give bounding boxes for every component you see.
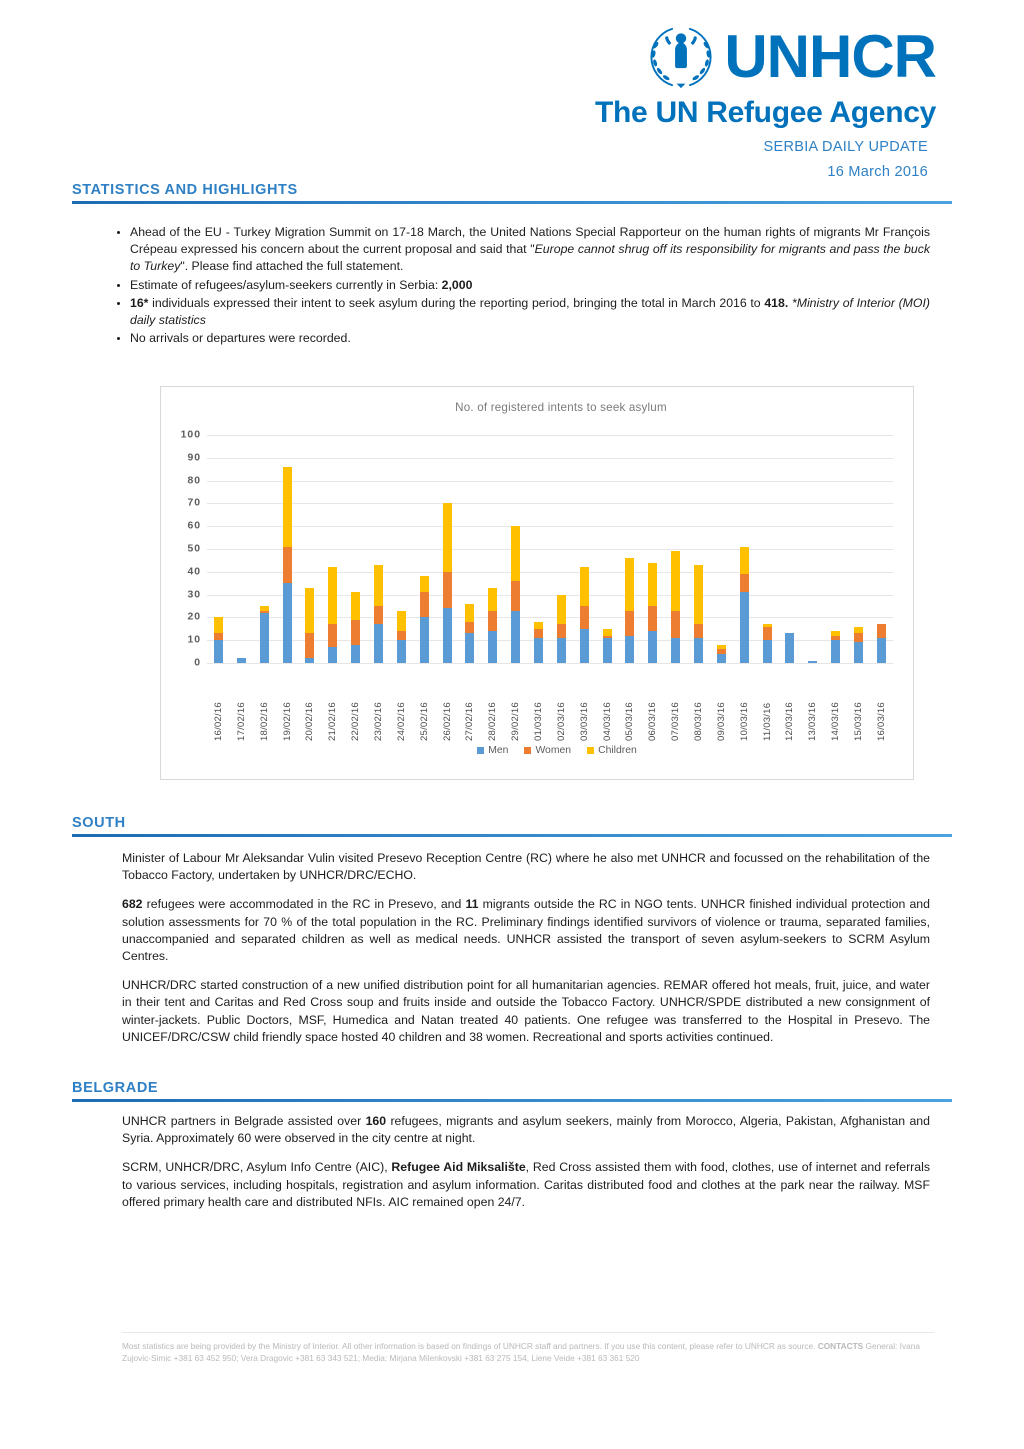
legend-swatch-icon xyxy=(524,747,531,754)
stacked-bar xyxy=(397,611,406,663)
bar-segment-children xyxy=(305,588,314,634)
belgrade-p1-text-b: refugees, migrants and asylum seekers, mainly from Morocco, Algeria, Pakistan, Afghanistan and Syria. Approximately 60 were observed in the city centre at night. xyxy=(122,1114,930,1146)
bar-slot xyxy=(618,435,641,663)
x-axis-tick: 11/03/16 xyxy=(761,702,773,741)
y-axis-tick: 40 xyxy=(187,566,201,578)
stacked-bar xyxy=(237,658,246,663)
bar-segment-men xyxy=(740,592,749,663)
bar-segment-men xyxy=(237,658,246,663)
x-axis-tick: 21/02/16 xyxy=(327,702,339,741)
y-axis-tick: 90 xyxy=(187,452,201,464)
x-label-slot xyxy=(230,667,253,741)
x-label-slot xyxy=(527,667,550,741)
bar-segment-men xyxy=(854,642,863,663)
legend-item-women[interactable] xyxy=(524,745,571,756)
page-title: SERBIA DAILY UPDATE xyxy=(763,139,928,155)
bar-segment-men xyxy=(260,613,269,663)
x-label-slot xyxy=(321,667,344,741)
legend-swatch-icon xyxy=(477,747,484,754)
stacked-bar xyxy=(763,624,772,663)
bar-segment-women xyxy=(694,624,703,638)
bar-segment-men xyxy=(877,638,886,663)
bar-segment-women xyxy=(283,547,292,583)
bar-segment-children xyxy=(648,563,657,606)
x-label-slot xyxy=(344,667,367,741)
bar-slot xyxy=(413,435,436,663)
bar-slot xyxy=(253,435,276,663)
x-label-slot xyxy=(550,667,573,741)
bar-segment-children xyxy=(511,526,520,581)
bar-segment-women xyxy=(374,606,383,624)
bar-segment-men xyxy=(443,608,452,663)
x-label-slot xyxy=(801,667,824,741)
x-axis-tick: 16/03/16 xyxy=(875,702,887,741)
y-axis-tick: 20 xyxy=(187,611,201,623)
south-p2-text-a: refugees were accommodated in the RC in Presevo, and xyxy=(142,897,466,912)
x-axis-tick: 05/03/16 xyxy=(624,702,636,741)
chart-bars xyxy=(207,435,893,663)
bar-segment-women xyxy=(671,611,680,638)
bar-slot xyxy=(436,435,459,663)
highlight-3-value-total: 418. xyxy=(764,295,789,310)
x-axis-tick: 18/02/16 xyxy=(258,702,270,741)
x-label-slot xyxy=(481,667,504,741)
x-axis-tick: 29/02/16 xyxy=(510,702,522,741)
legend-label: Women xyxy=(535,745,572,756)
bar-segment-women xyxy=(648,606,657,631)
bar-slot xyxy=(778,435,801,663)
y-axis-tick: 60 xyxy=(187,520,201,532)
x-label-slot xyxy=(733,667,756,741)
chart-x-axis-labels xyxy=(207,667,893,741)
bar-segment-women xyxy=(511,581,520,611)
bar-segment-men xyxy=(694,638,703,663)
bar-segment-men xyxy=(534,638,543,663)
x-axis-tick: 16/02/16 xyxy=(212,702,224,741)
bar-segment-men xyxy=(283,583,292,663)
bar-slot xyxy=(756,435,779,663)
bar-segment-women xyxy=(488,611,497,632)
bar-segment-men xyxy=(465,633,474,663)
bar-segment-children xyxy=(397,611,406,632)
list-item xyxy=(130,295,930,329)
bar-segment-men xyxy=(603,638,612,663)
bar-segment-men xyxy=(808,661,817,663)
stacked-bar xyxy=(488,588,497,663)
section-divider xyxy=(72,201,952,204)
bar-segment-children xyxy=(283,467,292,547)
bar-segment-children xyxy=(351,592,360,619)
section-label-belgrade: BELGRADE xyxy=(72,1080,159,1096)
bar-slot xyxy=(298,435,321,663)
bar-segment-women xyxy=(465,622,474,633)
bar-slot xyxy=(573,435,596,663)
belgrade-paragraph-1 xyxy=(122,1113,930,1147)
highlight-4-text: No arrivals or departures were recorded. xyxy=(130,331,351,346)
south-migrant-count: 11 xyxy=(465,897,479,912)
x-axis-tick: 09/03/16 xyxy=(715,702,727,741)
stacked-bar xyxy=(305,588,314,663)
highlight-2-value: 2,000 xyxy=(441,277,473,292)
stacked-bar xyxy=(831,631,840,663)
bar-segment-men xyxy=(580,629,589,663)
y-axis-tick: 80 xyxy=(187,475,201,487)
bar-segment-men xyxy=(511,611,520,663)
bar-segment-men xyxy=(557,638,566,663)
unhcr-wordmark: UNHCR xyxy=(724,23,936,90)
bar-segment-children xyxy=(488,588,497,611)
belgrade-p2-text-a: SCRM, UNHCR/DRC, Asylum Info Centre (AIC), xyxy=(122,1160,392,1175)
bar-segment-men xyxy=(488,631,497,663)
section-label-south: SOUTH xyxy=(72,815,126,831)
x-axis-tick: 26/02/16 xyxy=(441,702,453,741)
stacked-bar xyxy=(374,565,383,663)
x-label-slot xyxy=(596,667,619,741)
bar-segment-women xyxy=(328,624,337,647)
y-axis-tick: 30 xyxy=(187,589,201,601)
bar-slot xyxy=(458,435,481,663)
footer-contacts-label: CONTACTS xyxy=(817,1341,864,1351)
belgrade-p1-text-a: UNHCR partners in Belgrade assisted over xyxy=(122,1114,366,1128)
bar-segment-children xyxy=(854,627,863,634)
x-label-slot xyxy=(573,667,596,741)
x-axis-tick: 13/03/16 xyxy=(807,702,819,741)
highlight-1-quote: Europe cannot shrug off its responsibility for migrants and pass the buck to Turkey xyxy=(130,242,930,274)
highlight-3-value-daily: 16* xyxy=(130,295,149,310)
chart-title: No. of registered intents to seek asylum xyxy=(455,401,667,414)
stacked-bar xyxy=(717,645,726,663)
bar-segment-men xyxy=(671,638,680,663)
x-label-slot xyxy=(778,667,801,741)
bar-segment-children xyxy=(557,595,566,625)
bar-segment-women xyxy=(740,574,749,592)
south-p2-text-b: migrants outside the RC in NGO tents. UNHCR finished individual protection and solution assessments for 70 % of the total population in the RC. Preliminary findings identified survivors of violence or trauma, separated families, unaccompanied and separated children as well as medical needs. UNHCR assisted the transport of seven asylum-seekers to SCRM Asylum Centres. xyxy=(122,897,930,964)
bar-segment-women xyxy=(214,633,223,640)
bar-segment-men xyxy=(351,645,360,663)
document-footer xyxy=(122,1340,934,1365)
bar-segment-women xyxy=(420,592,429,617)
bar-segment-men xyxy=(214,640,223,663)
bar-segment-men xyxy=(717,654,726,663)
stacked-bar xyxy=(260,606,269,663)
x-label-slot xyxy=(847,667,870,741)
bar-segment-men xyxy=(831,640,840,663)
x-label-slot xyxy=(367,667,390,741)
x-axis-tick: 03/03/16 xyxy=(578,702,590,741)
stacked-bar xyxy=(465,604,474,663)
stacked-bar xyxy=(214,617,223,663)
legend-swatch-icon xyxy=(587,747,594,754)
bar-segment-women xyxy=(854,633,863,642)
bar-segment-children xyxy=(328,567,337,624)
belgrade-p2-text-b: , Red Cross assisted them with food, clothes, use of internet and referrals to various services, including hospitals, registration and asylum information. Caritas distributed food and clothes at the park near the railway. MSF offered primary health care and distributed NFIs. AIC remained open 24/7. xyxy=(122,1160,930,1209)
bar-slot xyxy=(230,435,253,663)
stacked-bar xyxy=(671,551,680,663)
bar-segment-children xyxy=(420,576,429,592)
asylum-intents-chart xyxy=(160,386,914,780)
x-label-slot xyxy=(390,667,413,741)
section-label-statistics: STATISTICS AND HIGHLIGHTS xyxy=(72,182,298,198)
belgrade-paragraph-2 xyxy=(122,1159,930,1211)
x-label-slot xyxy=(207,667,230,741)
x-label-slot xyxy=(664,667,687,741)
south-paragraph-3: UNHCR/DRC started construction of a new unified distribution point for all humanitarian agencies. REMAR offered hot meals, fruit, juice, and water in their tent and Caritas and Red Cross soup and fruits inside and outside the Tobacco Factory. UNHCR/SPDE distributed a new consignment of winter-jackets. Public Doctors, MSF, Humedica and Natan treated 40 patients. One refugee was transferred to the Hospital in Presevo. The UNICEF/DRC/CSW child friendly space hosted 40 children and 38 women. Recreational and sports activities continued. xyxy=(122,978,930,1044)
section-belgrade xyxy=(72,1080,952,1102)
bar-segment-children xyxy=(740,547,749,574)
bar-segment-children xyxy=(374,565,383,606)
bar-slot xyxy=(733,435,756,663)
bar-segment-women xyxy=(443,572,452,608)
south-paragraph-1: Minister of Labour Mr Aleksandar Vulin visited Presevo Reception Centre (RC) where he also met UNHCR and focussed on the rehabilitation of the Tobacco Factory, undertaken by UNHCR/DRC/ECHO. xyxy=(122,851,930,883)
bar-segment-women xyxy=(763,627,772,641)
highlight-1-text-b: ". Please find attached the full statement. xyxy=(180,259,404,274)
unhcr-tagline: The UN Refugee Agency xyxy=(595,96,936,129)
x-label-slot xyxy=(870,667,893,741)
x-label-slot xyxy=(413,667,436,741)
highlights-list xyxy=(110,224,930,348)
stacked-bar xyxy=(694,565,703,663)
bar-slot xyxy=(321,435,344,663)
bar-segment-men xyxy=(397,640,406,663)
y-axis-tick: 0 xyxy=(194,657,201,669)
highlight-1-text-a: Ahead of the EU - Turkey Migration Summit on 17-18 March, the United Nations Special Rapporteur on the human rights of migrants Mr François Crépeau expressed his concern about the current proposal and said that " xyxy=(130,225,930,257)
bar-segment-men xyxy=(785,633,794,663)
stacked-bar xyxy=(603,629,612,663)
x-axis-tick: 19/02/16 xyxy=(281,702,293,741)
section-south xyxy=(72,815,952,837)
stacked-bar xyxy=(557,595,566,663)
footer-text-b: General: Ivana Zujovic-Simic +381 63 452 950; Vera Dragovic +381 63 343 521; Media: Mirjana Milenkovski +381 63 275 154, Liene Veide +381 63 361 520 xyxy=(122,1341,920,1364)
bar-slot xyxy=(207,435,230,663)
south-paragraph-2 xyxy=(122,896,930,965)
bar-slot xyxy=(276,435,299,663)
stacked-bar xyxy=(854,627,863,663)
south-refugee-count: 682 xyxy=(122,897,143,912)
stacked-bar xyxy=(580,567,589,663)
x-axis-tick: 07/03/16 xyxy=(670,702,682,741)
stacked-bar xyxy=(351,592,360,663)
x-axis-tick: 10/03/16 xyxy=(738,702,750,741)
stacked-bar xyxy=(785,633,794,663)
y-axis-tick: 70 xyxy=(187,497,201,509)
y-axis-tick: 10 xyxy=(187,634,201,646)
stacked-bar xyxy=(283,467,292,663)
x-axis-tick: 01/03/16 xyxy=(532,702,544,741)
x-axis-tick: 02/03/16 xyxy=(555,702,567,741)
stacked-bar xyxy=(534,622,543,663)
bar-segment-men xyxy=(763,640,772,663)
x-label-slot xyxy=(436,667,459,741)
y-axis-tick: 100 xyxy=(180,429,201,441)
legend-item-children[interactable] xyxy=(587,745,637,756)
x-label-slot xyxy=(298,667,321,741)
bar-segment-children xyxy=(694,565,703,624)
bar-segment-children xyxy=(443,503,452,571)
y-axis-tick: 50 xyxy=(187,543,201,555)
legend-item-men[interactable] xyxy=(477,745,508,756)
x-axis-tick: 17/02/16 xyxy=(235,702,247,741)
x-axis-tick: 22/02/16 xyxy=(350,702,362,741)
section-divider xyxy=(72,1099,952,1102)
bar-segment-men xyxy=(625,636,634,663)
bar-slot xyxy=(870,435,893,663)
bar-slot xyxy=(801,435,824,663)
bar-segment-men xyxy=(648,631,657,663)
x-axis-tick: 27/02/16 xyxy=(464,702,476,741)
stacked-bar xyxy=(443,503,452,663)
stacked-bar xyxy=(328,567,337,663)
chart-plot-area xyxy=(180,429,893,669)
bar-segment-women xyxy=(351,620,360,645)
footer-text-a: Most statistics are being provided by the Ministry of Interior. All other information is based on findings of UNHCR staff and partners. If you use this content, please refer to UNHCR as source. xyxy=(122,1341,818,1351)
list-item xyxy=(130,330,930,347)
highlight-2-text: Estimate of refugees/asylum-seekers currently in Serbia: xyxy=(130,277,442,292)
x-axis-tick: 25/02/16 xyxy=(418,702,430,741)
bar-segment-women xyxy=(397,631,406,640)
x-label-slot xyxy=(641,667,664,741)
x-axis-tick: 23/02/16 xyxy=(372,702,384,741)
bar-slot xyxy=(847,435,870,663)
x-label-slot xyxy=(687,667,710,741)
x-axis-tick: 08/03/16 xyxy=(692,702,704,741)
section-statistics-highlights xyxy=(72,182,952,204)
chart-legend xyxy=(161,745,913,756)
gridline xyxy=(194,657,893,669)
bar-slot xyxy=(504,435,527,663)
bar-segment-men xyxy=(328,647,337,663)
page-date: 16 March 2016 xyxy=(827,164,928,180)
bar-segment-men xyxy=(374,624,383,663)
x-axis-tick: 12/03/16 xyxy=(784,702,796,741)
highlight-3-text: individuals expressed their intent to seek asylum during the reporting period, bringing the total in March 2016 to xyxy=(148,295,765,310)
stacked-bar xyxy=(877,624,886,663)
bar-slot xyxy=(687,435,710,663)
legend-label: Children xyxy=(598,745,637,756)
bar-slot xyxy=(367,435,390,663)
x-axis-tick: 24/02/16 xyxy=(395,702,407,741)
unhcr-laurel-emblem-icon xyxy=(644,20,718,94)
x-label-slot xyxy=(618,667,641,741)
bar-segment-men xyxy=(305,658,314,663)
south-body xyxy=(122,850,930,1058)
x-label-slot xyxy=(253,667,276,741)
bar-segment-children xyxy=(671,551,680,610)
x-label-slot xyxy=(824,667,847,741)
stacked-bar xyxy=(740,547,749,663)
list-item xyxy=(130,224,930,276)
highlight-3-note: *Ministry of Interior (MOI) daily statistics xyxy=(130,295,930,328)
bar-segment-women xyxy=(305,633,314,658)
stacked-bar xyxy=(648,563,657,663)
list-item xyxy=(130,277,930,294)
belgrade-partner-org: Refugee Aid Miksalište xyxy=(391,1160,526,1175)
bar-slot xyxy=(596,435,619,663)
x-axis-tick: 14/03/16 xyxy=(830,702,842,741)
bar-slot xyxy=(481,435,504,663)
bar-segment-women xyxy=(580,606,589,629)
x-axis-tick: 06/03/16 xyxy=(647,702,659,741)
bar-slot xyxy=(344,435,367,663)
bar-segment-children xyxy=(580,567,589,606)
x-axis-tick: 20/02/16 xyxy=(304,702,316,741)
bar-segment-children xyxy=(465,604,474,622)
bar-slot xyxy=(710,435,733,663)
belgrade-assisted-count: 160 xyxy=(365,1114,387,1128)
x-label-slot xyxy=(458,667,481,741)
bar-segment-children xyxy=(214,617,223,633)
section-divider xyxy=(72,834,952,837)
bar-slot xyxy=(824,435,847,663)
unhcr-logo xyxy=(595,20,936,130)
bar-segment-women xyxy=(877,624,886,638)
x-axis-tick: 15/03/16 xyxy=(852,702,864,741)
bar-segment-men xyxy=(420,617,429,663)
legend-label: Men xyxy=(488,745,509,756)
bar-slot xyxy=(527,435,550,663)
stacked-bar xyxy=(420,576,429,663)
x-label-slot xyxy=(276,667,299,741)
footer-divider xyxy=(122,1332,934,1333)
bar-segment-children xyxy=(625,558,634,610)
bar-slot xyxy=(390,435,413,663)
belgrade-body xyxy=(122,1113,930,1223)
bar-segment-women xyxy=(557,624,566,638)
bar-segment-children xyxy=(534,622,543,629)
bar-slot xyxy=(664,435,687,663)
document-header xyxy=(0,12,1024,180)
bar-segment-women xyxy=(625,611,634,636)
bar-slot xyxy=(550,435,573,663)
x-label-slot xyxy=(504,667,527,741)
x-axis-tick: 28/02/16 xyxy=(487,702,499,741)
stacked-bar xyxy=(808,661,817,663)
x-label-slot xyxy=(756,667,779,741)
bar-segment-women xyxy=(534,629,543,638)
x-label-slot xyxy=(710,667,733,741)
bar-segment-children xyxy=(603,629,612,636)
bar-slot xyxy=(641,435,664,663)
x-axis-tick: 04/03/16 xyxy=(601,702,613,741)
stacked-bar xyxy=(511,526,520,663)
stacked-bar xyxy=(625,558,634,663)
